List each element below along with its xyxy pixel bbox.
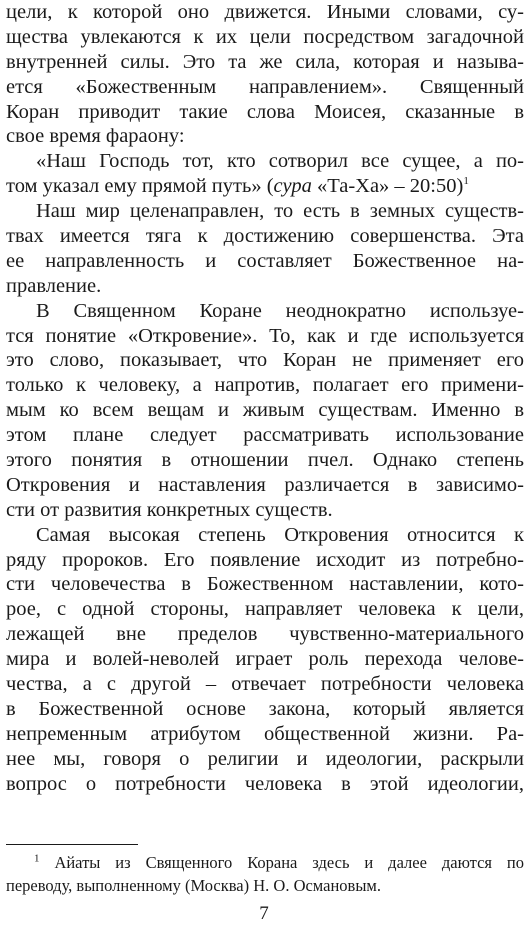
text-line: этого понятия в отношении пчел. Однако степень xyxy=(6,449,524,472)
text-line: правление. xyxy=(6,274,102,297)
text-line: Откровения и наставления различается в зависимо- xyxy=(6,473,524,496)
text-line: этом плане следует рассматривать использование xyxy=(6,424,524,447)
citation-reference: «Та-Ха» – 20:50) xyxy=(311,175,464,198)
text-line: сти от развития конкретных существ. xyxy=(6,498,333,521)
text-line: чества, а с другой – отвечает потребности человека xyxy=(6,673,524,696)
text-line: рое, с одной стороны, направляет человека к цели, xyxy=(6,598,524,621)
footnote-marker: 1 xyxy=(34,852,40,865)
text-line: лежащей вне пределов чувственно-материального xyxy=(6,623,524,646)
footnotes xyxy=(6,851,524,897)
text-line: Наш мир целенаправлен, то есть в земных существ- xyxy=(36,200,524,223)
footnote-text-1: Айаты из Священного Корана здесь и далее даются по xyxy=(54,853,525,872)
text-line: мира и волей-неволей играет роль перехода челове- xyxy=(6,648,524,671)
text-line: В Священном Коране неоднократно используе- xyxy=(36,299,524,322)
footnote-reference-mark: 1 xyxy=(463,175,469,188)
footnote-line xyxy=(6,874,524,897)
page-number: 7 xyxy=(259,903,269,924)
text-line: Самая высокая степень Откровения относится к xyxy=(36,523,524,546)
text-line: вопрос о потребности человека в этой идеологии, xyxy=(6,772,524,795)
text-line: это слово, показывает, что Коран не применяет его xyxy=(6,349,524,372)
text-line: непременным атрибутом общественной жизни. Ра- xyxy=(6,722,524,745)
citation-text: том указал ему прямой путь» ( xyxy=(6,175,274,198)
text-line: только к человеку, а напротив, полагает его примени- xyxy=(6,374,524,397)
page-body xyxy=(6,0,524,797)
text-line: в Божественной основе закона, который является xyxy=(6,697,524,720)
text-line: нее мы, говоря о религии и идеологии, раскрыли xyxy=(6,747,524,770)
text-line: мым ко всем вещам и живым существам. Именно в xyxy=(6,399,524,422)
text-line: ется «Божественным направлением». Священный xyxy=(6,75,524,98)
citation-line xyxy=(6,174,524,199)
citation-sura-word: сура xyxy=(273,175,312,198)
text-line: цели, к которой оно движется. Иными словами, су- xyxy=(6,1,524,23)
text-line: сти человечества в Божественном наставлении, кото- xyxy=(6,573,524,596)
text-line: ряду пророков. Его появление исходит из потребно- xyxy=(6,548,524,571)
text-line: тся понятие «Откровение». То, как и где используется xyxy=(6,324,524,347)
text-line: внутренней силы. Это та же сила, которая и называ- xyxy=(6,50,524,73)
footnote-text-2: переводу, выполненному (Москва) Н. О. Османовым. xyxy=(6,876,381,895)
text-line: ее направленность и составляет Божественное на- xyxy=(6,249,524,272)
text-line: Коран приводит такие слова Моисея, сказанные в xyxy=(6,100,524,123)
footnote-divider xyxy=(6,844,138,845)
text-line: «Наш Господь тот, кто сотворил все сущее, а по- xyxy=(36,150,524,173)
footnote-line xyxy=(6,851,524,874)
text-line: свое время фараону: xyxy=(6,125,185,148)
text-line: щества увлекаются к их цели посредством загадочной xyxy=(6,25,524,48)
text-line: твах имеется тяга к достижению совершенства. Эта xyxy=(6,225,524,248)
